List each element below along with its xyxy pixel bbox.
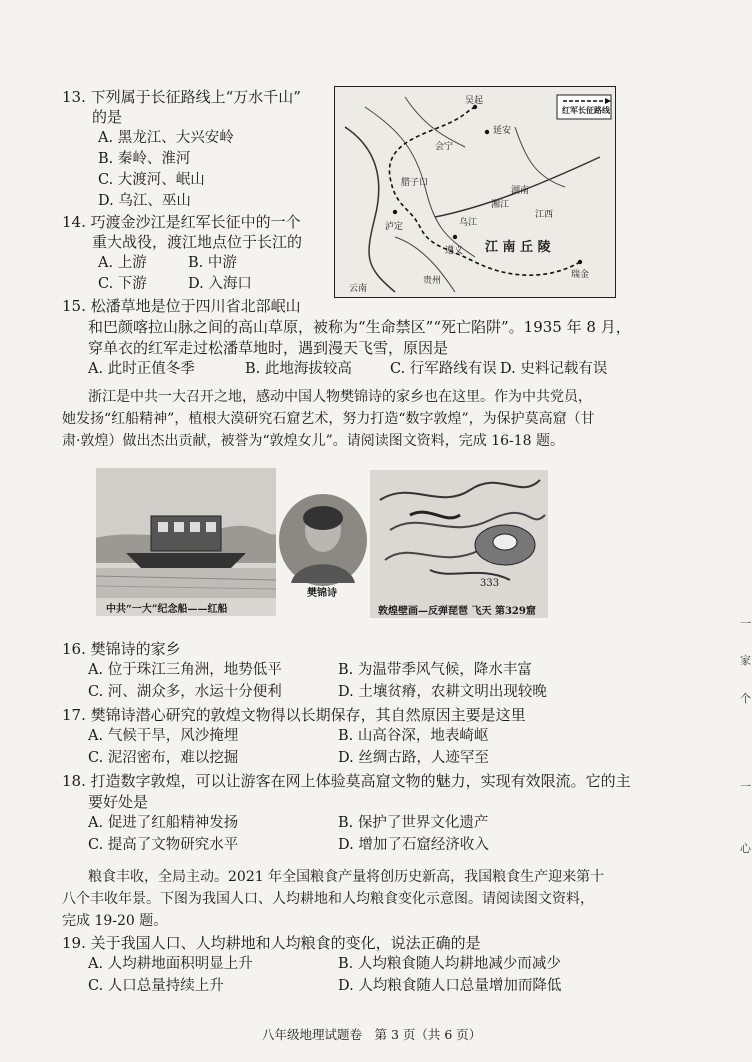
- map-place-lazikou: 腊子口: [401, 178, 429, 188]
- map-place-jiangxi: 江西: [535, 210, 554, 220]
- map-place-wujiang: 乌江: [459, 218, 478, 228]
- q16-option-c: C. 河、湖众多，水运十分便利: [88, 684, 282, 700]
- q14-stem-line1: 14. 巧渡金沙江是红军长征中的一个: [62, 213, 301, 231]
- fan-jinshi-drawing: [277, 488, 369, 588]
- q15-option-c: C. 行军路线有误: [390, 361, 497, 377]
- q17-stem: 17. 樊锦诗潜心研究的敦煌文物得以长期保存，其自然原因主要是这里: [62, 706, 526, 724]
- map-place-hunan: 湖南: [511, 186, 530, 196]
- long-march-map: [334, 86, 616, 298]
- q19-option-b: B. 人均粮食随人均耕地减少而减少: [338, 956, 561, 972]
- q18-option-c: C. 提高了文物研究水平: [88, 837, 239, 853]
- red-boat-drawing: [96, 468, 276, 616]
- dunhuang-mural-drawing: [370, 470, 548, 598]
- q13-option-a: A. 黑龙江、大兴安岭: [98, 130, 234, 146]
- q16-stem: 16. 樊锦诗的家乡: [62, 640, 181, 658]
- q16-option-d: D. 土壤贫瘠，农耕文明出现较晚: [338, 684, 547, 700]
- edge-mark-3: 个: [740, 692, 751, 705]
- q16-option-b: B. 为温带季风气候，降水丰富: [338, 662, 532, 678]
- edge-mark-1: 一: [740, 617, 751, 630]
- q18-option-d: D. 增加了石窟经济收入: [338, 837, 489, 853]
- q13-option-d: D. 乌江、巫山: [98, 193, 191, 209]
- q13-stem-line2: 的是: [92, 108, 123, 126]
- edge-mark-5: 心: [740, 842, 751, 855]
- passage2-line2: 八个丰收年景。下图为我国人口、人均耕地和人均粮食变化示意图。请阅读图文资料，: [62, 891, 594, 907]
- map-place-huining: 会宁: [435, 142, 454, 152]
- fan-jinshi-caption: 樊锦诗: [307, 588, 337, 599]
- map-place-ruijin: 瑞金: [571, 270, 590, 280]
- passage1-line3: 肃·敦煌）做出杰出贡献，被誉为“敦煌女儿”。请阅读图文资料，完成 16-18 题。: [62, 433, 565, 449]
- q15-stem-line3: 穿单衣的红军走过松潘草地时，遇到漫天飞雪，原因是: [88, 339, 449, 357]
- map-place-luding: 泸定: [385, 222, 404, 232]
- dunhuang-mural-caption: 敦煌壁画—反弹琵琶 飞天 第329窟: [378, 606, 536, 617]
- q19-option-d: D. 人均粮食随人口总量增加而降低: [338, 978, 562, 994]
- q15-option-b: B. 此地海拔较高: [245, 361, 352, 377]
- edge-mark-2: 家: [740, 654, 751, 667]
- q14-option-d: D. 入海口: [188, 276, 252, 292]
- map-legend-label: 红军长征路线: [562, 105, 610, 115]
- passage2-line1: 粮食丰收，全局主动。2021 年全国粮食产量将创历史新高，我国粮食生产迎来第十: [88, 869, 605, 885]
- q15-stem-line2: 和巴颜喀拉山脉之间的高山草原，被称为“生命禁区”“死亡陷阱”。1935 年 8 月，: [88, 318, 631, 336]
- passage1-line1: 浙江是中共一大召开之地，感动中国人物樊锦诗的家乡也在这里。作为中共党员，: [88, 389, 592, 405]
- q15-option-a: A. 此时正值冬季: [88, 361, 195, 377]
- edge-mark-4: 一: [740, 780, 751, 793]
- map-region-label: 江 南 丘 陵: [485, 240, 551, 255]
- q17-option-d: D. 丝绸古路，人迹罕至: [338, 750, 489, 766]
- map-place-wuqi: 吴起: [465, 96, 484, 106]
- map-place-guizhou: 贵州: [423, 276, 442, 286]
- page-footer: 八年级地理试题卷 第 3 页（共 6 页）: [262, 1027, 482, 1042]
- q17-option-b: B. 山高谷深，地表崎岖: [338, 728, 489, 744]
- q18-stem-line2: 要好处是: [88, 793, 149, 811]
- map-place-zunyi: 遵义: [445, 246, 464, 256]
- fan-jinshi-portrait: [277, 488, 369, 600]
- q14-option-b: B. 中游: [188, 255, 237, 271]
- q19-option-a: A. 人均耕地面积明显上升: [88, 956, 253, 972]
- passage1-line2: 她发扬“红船精神”，植根大漠研究石窟艺术，努力打造“数字敦煌”，为保护莫高窟（甘: [62, 411, 595, 427]
- q18-stem-line1: 18. 打造数字敦煌，可以让游客在网上体验莫高窟文物的魅力，实现有效限流。它的主: [62, 772, 631, 790]
- dunhuang-mural-photo: [370, 470, 548, 618]
- q18-option-a: A. 促进了红船精神发扬: [88, 815, 239, 831]
- q13-option-b: B. 秦岭、淮河: [98, 151, 191, 167]
- q17-option-a: A. 气候干旱，风沙掩埋: [88, 728, 239, 744]
- q14-option-a: A. 上游: [98, 255, 147, 271]
- q16-option-a: A. 位于珠江三角洲，地势低平: [88, 662, 282, 678]
- passage2-line3: 完成 19-20 题。: [62, 913, 168, 929]
- q18-option-b: B. 保护了世界文化遗产: [338, 815, 489, 831]
- red-boat-caption: 中共“一大”纪念船——红船: [106, 604, 228, 615]
- long-march-map-drawing: [335, 87, 615, 297]
- q13-option-c: C. 大渡河、岷山: [98, 172, 205, 188]
- q19-stem: 19. 关于我国人口、人均耕地和人均粮食的变化，说法正确的是: [62, 934, 481, 952]
- mural-number-mark: 333: [480, 578, 500, 589]
- q13-stem-line1: 13. 下列属于长征路线上“万水千山”: [62, 88, 301, 106]
- q19-option-c: C. 人口总量持续上升: [88, 978, 224, 994]
- q15-stem-line1: 15. 松潘草地是位于四川省北部岷山: [62, 297, 301, 315]
- map-place-yunnan: 云南: [349, 284, 368, 294]
- q14-option-c: C. 下游: [98, 276, 147, 292]
- q14-stem-line2: 重大战役，渡江地点位于长江的: [92, 233, 303, 251]
- red-boat-photo: [96, 468, 276, 616]
- map-place-yanan: 延安: [493, 126, 512, 136]
- map-place-xiangjiang: 湘江: [491, 200, 510, 210]
- q17-option-c: C. 泥沼密布，难以挖掘: [88, 750, 239, 766]
- q15-option-d: D. 史料记载有误: [500, 361, 608, 377]
